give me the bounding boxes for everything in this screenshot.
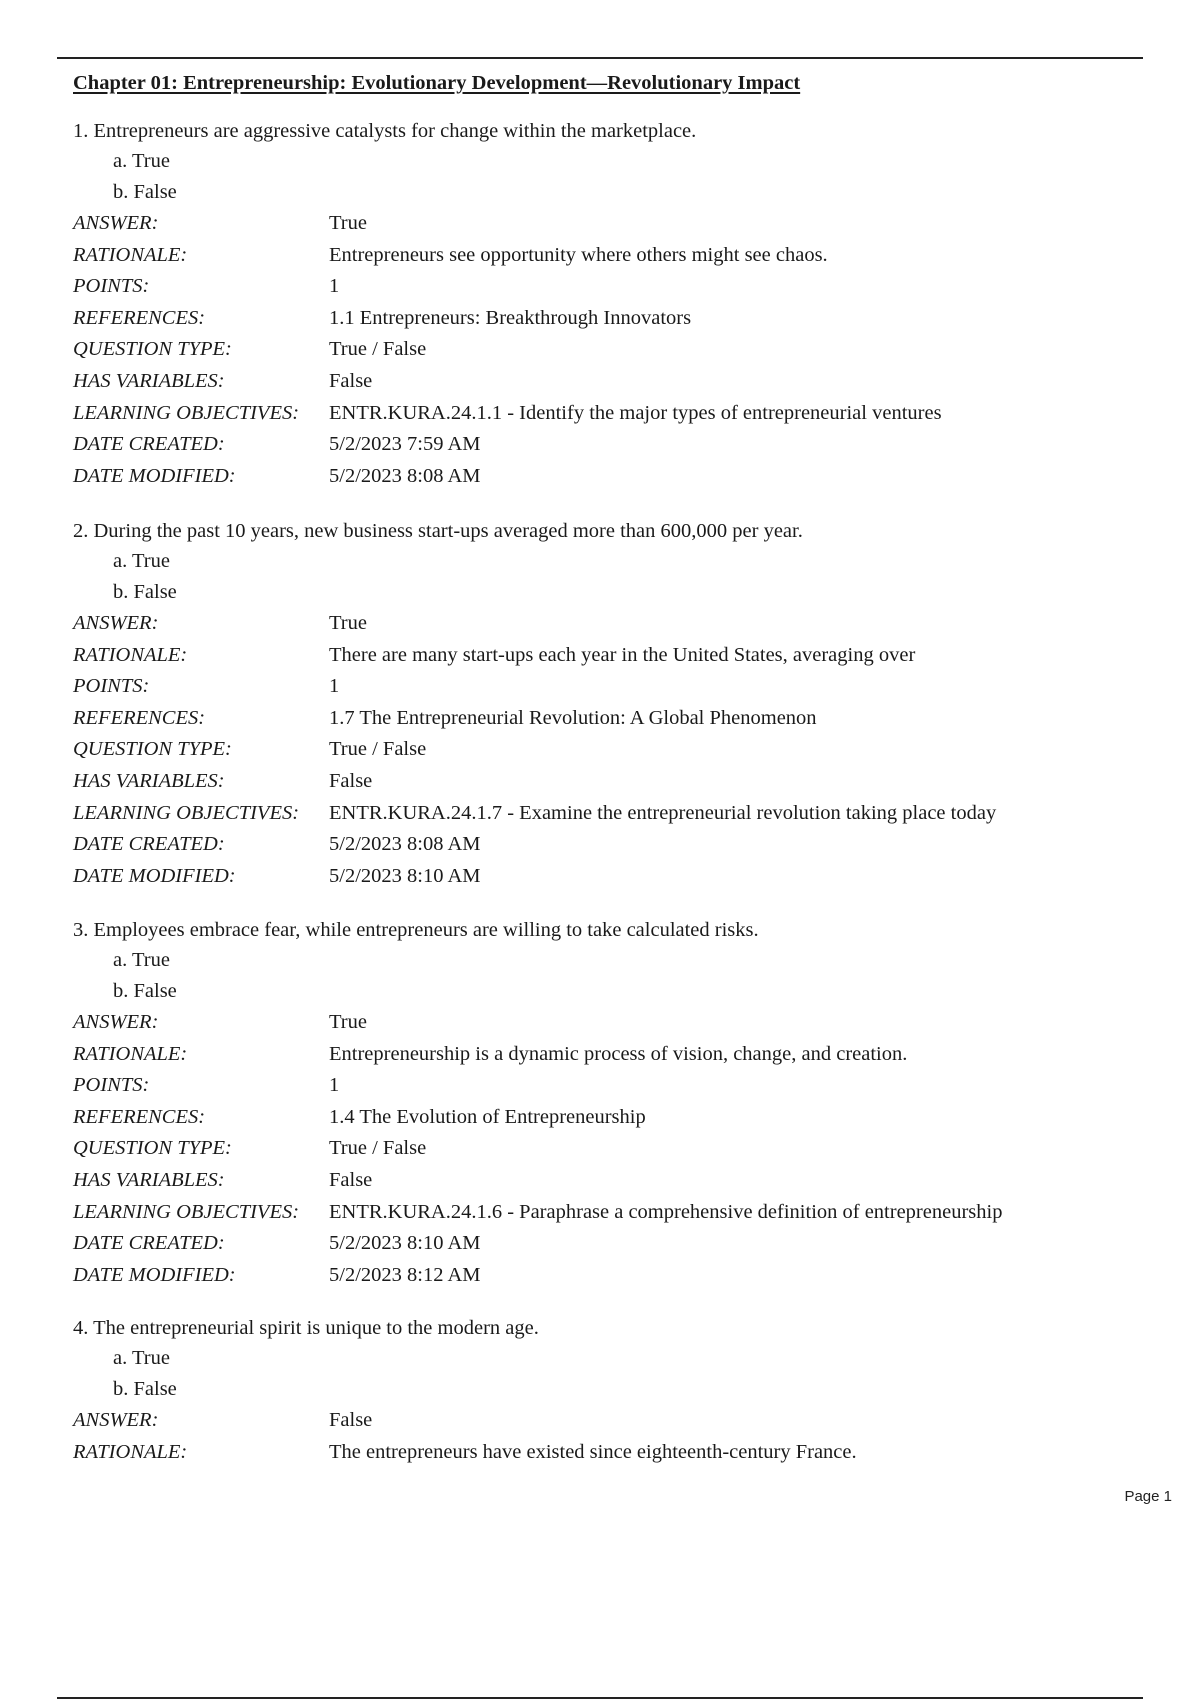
question-block [73,915,1153,1291]
meta-value: 5/2/2023 8:10 AM [329,1232,481,1255]
answer-option: b. False [113,1378,177,1400]
meta-value: True [329,612,367,634]
question-text: 4. The entrepreneurial spirit is unique to the modern age. [73,1317,539,1339]
answer-option: a. True [113,550,170,572]
meta-label: ANSWER: [73,212,159,234]
meta-label: QUESTION TYPE: [73,338,232,361]
answer-option: b. False [113,980,177,1002]
meta-value: 5/2/2023 8:12 AM [329,1263,481,1286]
meta-value: 1 [329,675,340,698]
meta-row-points [73,1070,1153,1102]
page-title: Chapter 01: Entrepreneurship: Evolutionary Development—Revolutionary Impact [73,72,801,94]
meta-value: ENTR.KURA.24.1.6 - Paraphrase a comprehensive definition of entrepreneurship [329,1200,1003,1223]
meta-value: False [329,1409,373,1431]
answer-option: a. True [113,150,170,172]
meta-row-points [73,271,1153,303]
meta-value: 5/2/2023 8:08 AM [329,464,481,487]
question-text: 1. Entrepreneurs are aggressive catalysts for change within the marketplace. [73,120,697,142]
meta-row-question-type [73,1133,1153,1165]
answer-option: a. True [113,949,170,971]
meta-label: DATE CREATED: [73,1232,225,1255]
top-rule [57,57,1143,59]
meta-value: False [329,1168,373,1191]
meta-label: HAS VARIABLES: [73,1168,225,1191]
question-block [73,516,1153,892]
meta-label: REFERENCES: [73,1105,206,1128]
meta-value: There are many start-ups each year in the United States, averaging over [329,643,916,666]
meta-row-has-variables [73,766,1153,798]
meta-value: 1 [329,1074,340,1097]
meta-row-date-created [73,829,1153,861]
meta-value: False [329,769,373,792]
meta-value: 1.4 The Evolution of Entrepreneurship [329,1105,646,1128]
meta-row-learning-objectives [73,398,1153,430]
question-text: 3. Employees embrace fear, while entrepreneurs are willing to take calculated risks. [73,919,759,941]
meta-row-answer [73,1007,1153,1039]
meta-label: REFERENCES: [73,306,206,329]
meta-value: True / False [329,738,427,761]
meta-row-answer [73,1405,1153,1437]
meta-label: DATE CREATED: [73,433,225,456]
meta-label: ANSWER: [73,1011,159,1033]
meta-value: False [329,369,373,392]
meta-row-date-modified [73,1260,1153,1292]
question-block [73,1313,1153,1468]
meta-label: HAS VARIABLES: [73,769,225,792]
meta-label: RATIONALE: [73,1440,188,1463]
meta-value: 1 [329,275,340,298]
meta-label: REFERENCES: [73,706,206,729]
meta-label: RATIONALE: [73,643,188,666]
meta-value: 1.1 Entrepreneurs: Breakthrough Innovators [329,306,692,329]
meta-value: ENTR.KURA.24.1.1 - Identify the major types of entrepreneurial ventures [329,401,942,424]
meta-row-date-created [73,1228,1153,1260]
bottom-rule [57,1697,1143,1699]
meta-label: POINTS: [73,275,150,298]
meta-row-references [73,303,1153,335]
meta-label: LEARNING OBJECTIVES: [73,401,300,424]
meta-label: RATIONALE: [73,1042,188,1065]
answer-option: b. False [113,581,177,603]
meta-row-has-variables [73,366,1153,398]
meta-value: 5/2/2023 8:08 AM [329,833,481,856]
meta-row-answer [73,208,1153,240]
meta-row-points [73,671,1153,703]
question-block [73,116,1153,492]
meta-label: ANSWER: [73,612,159,634]
meta-label: HAS VARIABLES: [73,369,225,392]
page-number: Page 1 [1124,1488,1172,1505]
answer-option: b. False [113,181,177,203]
meta-row-date-modified [73,461,1153,493]
meta-row-references [73,1102,1153,1134]
meta-value: 5/2/2023 7:59 AM [329,433,481,456]
meta-value: The entrepreneurs have existed since eighteenth-century France. [329,1440,857,1463]
meta-label: DATE CREATED: [73,833,225,856]
meta-row-answer [73,608,1153,640]
meta-row-rationale [73,1437,1153,1469]
meta-row-references [73,703,1153,735]
meta-row-rationale [73,640,1153,672]
meta-row-question-type [73,734,1153,766]
meta-value: Entrepreneurs see opportunity where others might see chaos. [329,243,828,266]
meta-label: QUESTION TYPE: [73,738,232,761]
meta-row-learning-objectives [73,798,1153,830]
question-text: 2. During the past 10 years, new business start-ups averaged more than 600,000 per year. [73,520,803,542]
meta-label: DATE MODIFIED: [73,464,236,487]
meta-row-date-created [73,429,1153,461]
meta-label: POINTS: [73,1074,150,1097]
meta-value: 5/2/2023 8:10 AM [329,864,481,887]
meta-value: True [329,212,367,234]
meta-label: DATE MODIFIED: [73,1263,236,1286]
meta-value: ENTR.KURA.24.1.7 - Examine the entrepreneurial revolution taking place today [329,801,997,824]
meta-value: True / False [329,338,427,361]
answer-option: a. True [113,1347,170,1369]
meta-row-rationale [73,1039,1153,1071]
meta-label: LEARNING OBJECTIVES: [73,801,300,824]
meta-label: ANSWER: [73,1409,159,1431]
meta-row-date-modified [73,861,1153,893]
meta-value: Entrepreneurship is a dynamic process of vision, change, and creation. [329,1042,908,1065]
meta-value: True / False [329,1137,427,1160]
meta-label: LEARNING OBJECTIVES: [73,1200,300,1223]
meta-label: QUESTION TYPE: [73,1137,232,1160]
meta-row-learning-objectives [73,1197,1153,1229]
meta-value: True [329,1011,367,1033]
meta-label: RATIONALE: [73,243,188,266]
meta-label: POINTS: [73,675,150,698]
meta-row-has-variables [73,1165,1153,1197]
meta-row-rationale [73,240,1153,272]
meta-label: DATE MODIFIED: [73,864,236,887]
meta-value: 1.7 The Entrepreneurial Revolution: A Global Phenomenon [329,706,817,729]
meta-row-question-type [73,334,1153,366]
